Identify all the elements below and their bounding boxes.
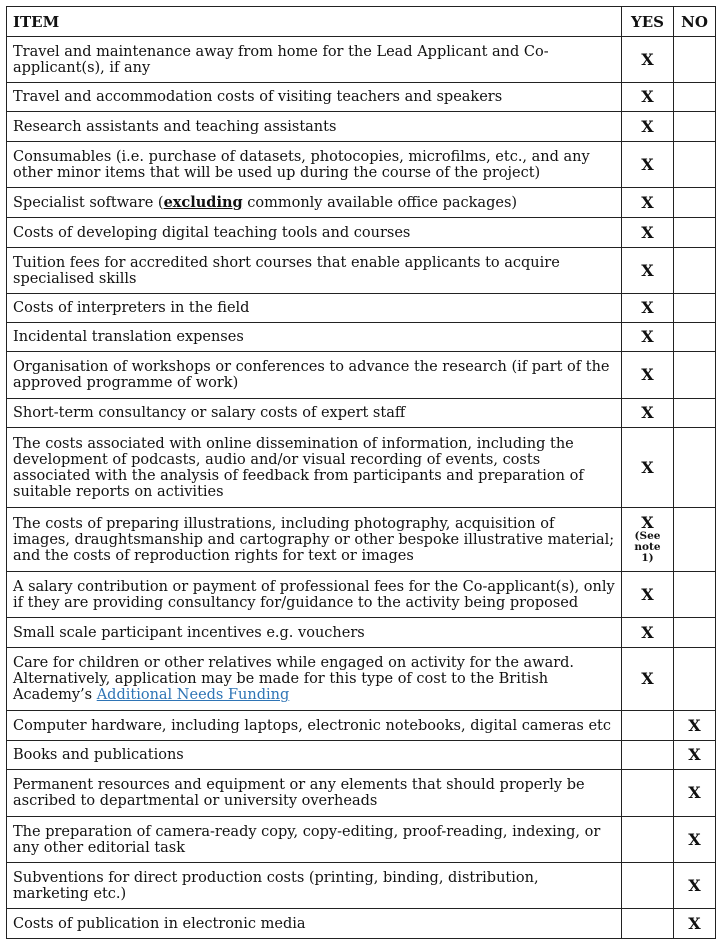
table-row xyxy=(7,572,716,618)
no-cell: X xyxy=(674,863,716,909)
item-text: Care for children or other relatives while engaged on activity for the award. Alternatively, application may be made for this type of cost to the British Academy’s xyxy=(13,655,575,703)
header-yes: YES xyxy=(622,7,674,37)
yes-cell xyxy=(622,711,674,741)
table-row xyxy=(7,648,716,711)
item-cell: Travel and maintenance away from home for the Lead Applicant and Co-applicant(s), if any xyxy=(7,37,622,83)
yes-cell xyxy=(622,770,674,817)
yes-cell: X xyxy=(622,83,674,112)
no-cell: X xyxy=(674,711,716,741)
yes-cell xyxy=(622,817,674,863)
yes-cell: X xyxy=(622,142,674,188)
yes-cell: X xyxy=(622,618,674,648)
table-row xyxy=(7,352,716,399)
item-cell: Tuition fees for accredited short courses that enable applicants to acquire specialised skills xyxy=(7,248,622,294)
item-cell xyxy=(7,648,622,711)
no-cell xyxy=(674,648,716,711)
header-item: ITEM xyxy=(7,7,622,37)
item-cell: Consumables (i.e. purchase of datasets, photocopies, microfilms, etc., and any other minor items that will be used up during the course of the project) xyxy=(7,142,622,188)
table-row xyxy=(7,37,716,83)
item-cell: Research assistants and teaching assistants xyxy=(7,112,622,142)
no-cell xyxy=(674,112,716,142)
no-cell xyxy=(674,218,716,248)
no-cell: X xyxy=(674,817,716,863)
no-cell xyxy=(674,352,716,399)
item-cell: Books and publications xyxy=(7,741,622,770)
yes-cell: X xyxy=(622,399,674,428)
yes-cell: X xyxy=(622,248,674,294)
no-cell xyxy=(674,618,716,648)
yes-cell: X xyxy=(622,648,674,711)
table-row xyxy=(7,248,716,294)
yes-cell: X xyxy=(622,572,674,618)
item-cell: The costs of preparing illustrations, including photography, acquisition of images, draughtsmanship and cartography or other bespoke illustrative material; and the costs of reproduction rights for text or images xyxy=(7,508,622,572)
no-cell xyxy=(674,188,716,218)
no-cell xyxy=(674,508,716,572)
yes-cell: X xyxy=(622,218,674,248)
table-row xyxy=(7,428,716,508)
no-cell: X xyxy=(674,909,716,939)
item-cell: Subventions for direct production costs (printing, binding, distribution, marketing etc.) xyxy=(7,863,622,909)
table-row xyxy=(7,83,716,112)
item-cell: Costs of publication in electronic media xyxy=(7,909,622,939)
table-row xyxy=(7,399,716,428)
no-cell xyxy=(674,142,716,188)
yes-cell: X xyxy=(622,352,674,399)
table-row xyxy=(7,188,716,218)
item-cell: The costs associated with online dissemination of information, including the development of podcasts, audio and/or visual recording of events, costs associated with the analysis of feedback from participants and preparation of suitable reports on activities xyxy=(7,428,622,508)
yes-cell: X xyxy=(622,294,674,323)
yes-cell: X xyxy=(622,428,674,508)
yes-cell: X xyxy=(622,188,674,218)
item-cell: Incidental translation expenses xyxy=(7,323,622,352)
header-no: NO xyxy=(674,7,716,37)
table-row xyxy=(7,218,716,248)
item-cell: Costs of interpreters in the field xyxy=(7,294,622,323)
no-cell xyxy=(674,37,716,83)
header-row xyxy=(7,7,716,37)
item-cell: A salary contribution or payment of professional fees for the Co-applicant(s), only if they are providing consultancy for/guidance to the activity being proposed xyxy=(7,572,622,618)
no-cell xyxy=(674,428,716,508)
yes-cell xyxy=(622,863,674,909)
table-row xyxy=(7,770,716,817)
no-cell xyxy=(674,248,716,294)
see-note-label: (See note 1) xyxy=(634,530,661,564)
no-cell: X xyxy=(674,770,716,817)
no-cell xyxy=(674,572,716,618)
table-row xyxy=(7,863,716,909)
table-row xyxy=(7,294,716,323)
table-row xyxy=(7,741,716,770)
emphasis-text: excluding xyxy=(163,193,243,211)
item-cell: Costs of developing digital teaching tools and courses xyxy=(7,218,622,248)
item-cell: Permanent resources and equipment or any elements that should properly be ascribed to departmental or university overheads xyxy=(7,770,622,817)
item-cell: Travel and accommodation costs of visiting teachers and speakers xyxy=(7,83,622,112)
eligible-costs-table xyxy=(6,6,716,939)
table-row xyxy=(7,508,716,572)
item-cell: The preparation of camera-ready copy, copy-editing, proof-reading, indexing, or any other editorial task xyxy=(7,817,622,863)
item-cell: Organisation of workshops or conferences to advance the research (if part of the approved programme of work) xyxy=(7,352,622,399)
table-row xyxy=(7,142,716,188)
table-row xyxy=(7,909,716,939)
yes-cell xyxy=(622,741,674,770)
yes-cell: X xyxy=(622,112,674,142)
item-text: Specialist software ( xyxy=(13,194,164,211)
item-cell: Computer hardware, including laptops, electronic notebooks, digital cameras etc xyxy=(7,711,622,741)
no-cell xyxy=(674,323,716,352)
table-row xyxy=(7,817,716,863)
table-row xyxy=(7,618,716,648)
no-cell xyxy=(674,399,716,428)
yes-cell xyxy=(622,909,674,939)
item-cell: Short-term consultancy or salary costs of expert staff xyxy=(7,399,622,428)
table-row xyxy=(7,323,716,352)
item-text: commonly available office packages) xyxy=(242,194,518,211)
yes-cell xyxy=(622,508,674,572)
no-cell xyxy=(674,294,716,323)
yes-mark: X xyxy=(641,513,654,532)
yes-cell: X xyxy=(622,323,674,352)
item-cell: Small scale participant incentives e.g. vouchers xyxy=(7,618,622,648)
table-row xyxy=(7,711,716,741)
additional-needs-funding-link[interactable]: Additional Needs Funding xyxy=(96,687,290,703)
no-cell xyxy=(674,83,716,112)
table-row xyxy=(7,112,716,142)
item-cell xyxy=(7,188,622,218)
no-cell: X xyxy=(674,741,716,770)
yes-cell: X xyxy=(622,37,674,83)
